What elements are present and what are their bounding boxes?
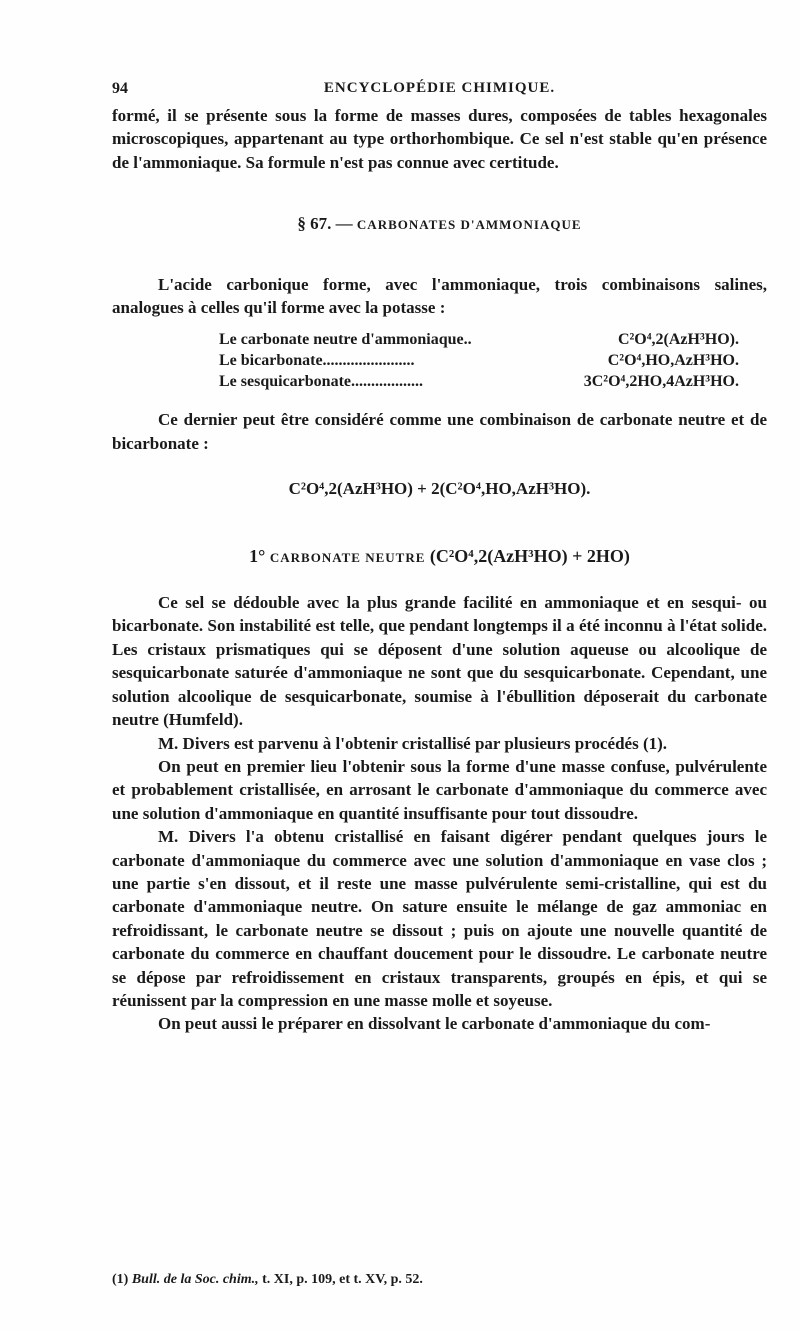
- intro-paragraph: formé, il se présente sous la forme de masses dures, composées de tables hexagonales microscopiques, appartenant au type orthorhombique. Ce sel n'est stable qu'en présence de l'ammoniaque. Sa formule n'est pas connue avec certitude.: [112, 106, 767, 172]
- body-paragraph: M. Divers est parvenu à l'obtenir cristallisé par plusieurs procédés (1).: [158, 733, 668, 753]
- body-paragraph: On peut en premier lieu l'obtenir sous la forme d'une masse confuse, pulvérulente et probablement cristallisée, en arrosant le carbonate d'ammoniaque du commerce avec une solution d'ammoniaque en quantité insuffisante pour tout dissoudre.: [112, 756, 767, 823]
- compound-name: Le sesquicarbonate..................: [219, 373, 423, 391]
- compound-row: [219, 329, 739, 350]
- subsection-prefix: 1°: [249, 545, 266, 566]
- subsection-title: CARBONATE NEUTRE: [269, 549, 426, 565]
- combination-formula: C²O⁴,2(AzH³HO) + 2(C²O⁴,HO,AzH³HO).: [288, 479, 591, 499]
- running-head: [112, 80, 767, 102]
- compounds-list: [219, 329, 739, 392]
- footnote-marker: (1): [112, 1272, 129, 1287]
- footnote: [112, 1272, 423, 1288]
- compound-formula: 3C²O⁴,2HO,4AzH³HO.: [583, 373, 739, 391]
- body-paragraph: Ce sel se dédouble avec la plus grande facilité en ammoniaque et en sesqui- ou bicarbonate. Son instabilité est telle, que pendant longtemps il a été inconnu à l'état solide. Les cristaux prismatiques qui se déposent d'une solution aqueuse ou alcoolique de sesquicarbonate saturée d'ammoniaque ne sont que du sesquicarbonate. Cependant, une solution alcoolique de sesquicarbonate, soumise à l'ébullition déposerait du carbonate neutre (Humfeld).: [112, 593, 767, 730]
- header-title: ENCYCLOPÉDIE CHIMIQUE.: [323, 80, 556, 96]
- section-title: CARBONATES D'AMMONIAQUE: [356, 217, 582, 233]
- footnote-reference: t. XI, p. 109, et t. XV, p. 52.: [262, 1272, 423, 1287]
- compound-formula: C²O⁴,HO,AzH³HO.: [607, 352, 739, 370]
- body-paragraph: M. Divers l'a obtenu cristallisé en faisant digérer pendant quelques jours le carbonate d'ammoniaque du commerce avec une solution d'ammoniaque en vase clos ; une partie s'en dissout, et il reste une masse pulvérulente semi-cristalline, qui est du carbonate d'ammoniaque neutre. On sature ensuite le mélange de gaz ammoniac en refroidissant, le carbonate neutre se dissout ; puis on ajoute une nouvelle quantité de carbonate du commerce en chauffant doucement pour le dissoudre. Le carbonate neutre se dépose par refroidissement en cristaux transparents, groupés en épis, et qui se réunissent par la compression en une masse molle et soyeuse.: [112, 827, 767, 1010]
- section-heading: [112, 212, 767, 236]
- page-body: [112, 104, 767, 1036]
- compound-name: Le carbonate neutre d'ammoniaque..: [219, 331, 472, 349]
- subsection-formula: (C²O⁴,2(AzH³HO) + 2HO): [429, 545, 630, 566]
- section-intro: L'acide carbonique forme, avec l'ammoniaque, trois combinaisons salines, analogues à celles qu'il forme avec la potasse :: [112, 274, 767, 318]
- compound-formula: C²O⁴,2(AzH³HO).: [617, 331, 739, 349]
- compound-name: Le bicarbonate.......................: [219, 352, 415, 370]
- page-number: 94: [112, 80, 128, 97]
- section-number: § 67. —: [297, 214, 353, 234]
- footnote-source: Bull. de la Soc. chim.,: [131, 1272, 259, 1287]
- compound-row: [219, 371, 739, 392]
- subsection-heading: [112, 545, 767, 569]
- combination-text: Ce dernier peut être considéré comme une combinaison de carbonate neutre et de bicarbonate :: [112, 410, 767, 453]
- compound-row: [219, 350, 739, 371]
- body-paragraph: On peut aussi le préparer en dissolvant le carbonate d'ammoniaque du com-: [158, 1014, 711, 1034]
